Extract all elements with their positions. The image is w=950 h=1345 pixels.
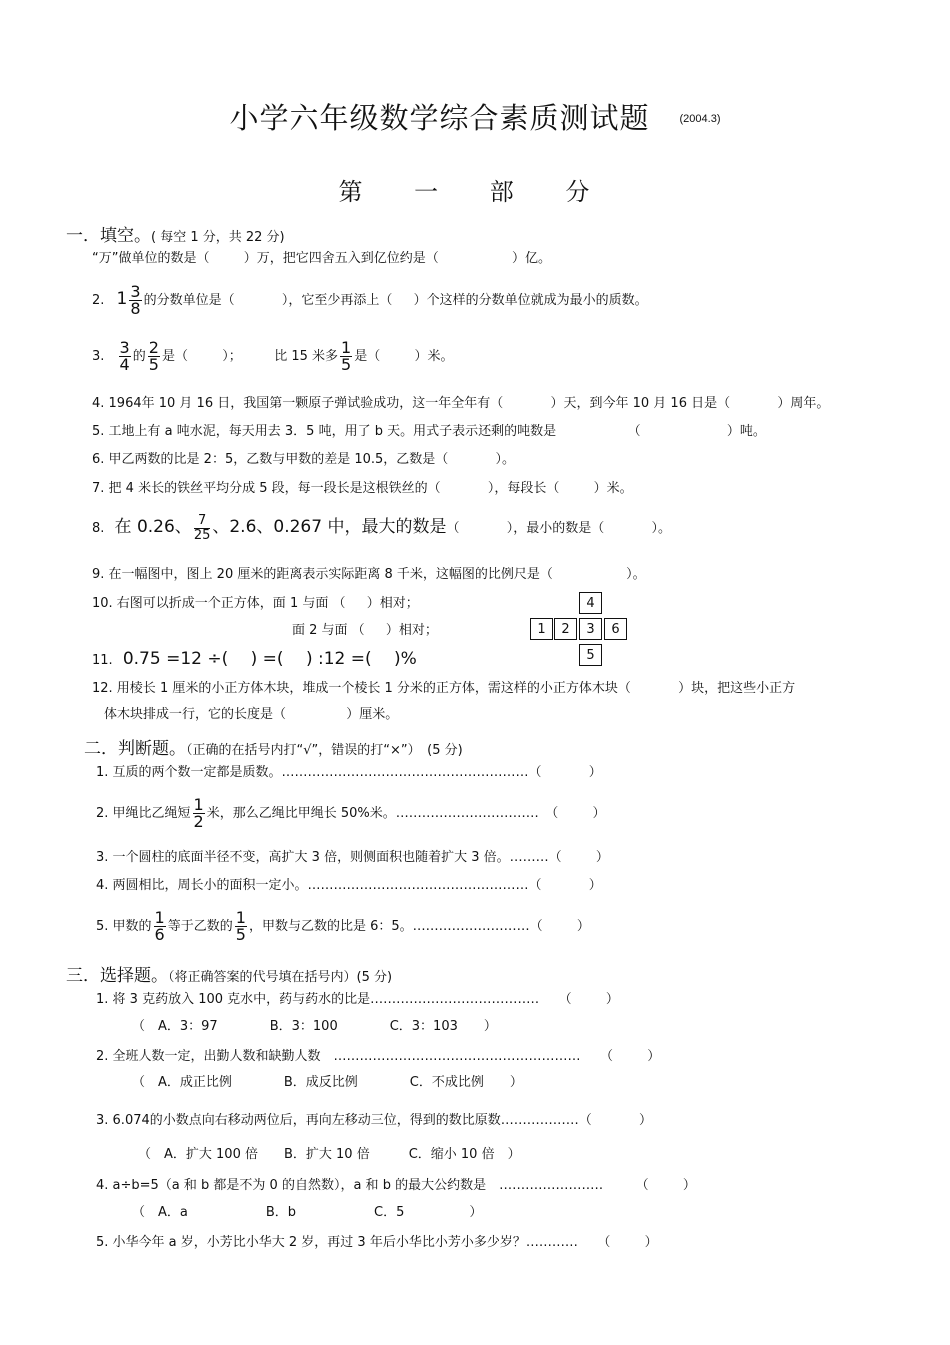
numerator: 3 xyxy=(130,282,141,301)
question-6: 6. 甲乙两数的比是 2：5，乙数与甲数的差是 10.5，乙数是（ ）。 xyxy=(92,452,516,467)
question-8 xyxy=(92,514,671,543)
q-expression: 0.75 =12 ÷( ) =( ) :12 =( )% xyxy=(122,649,417,669)
q-text: 米，那么乙绳比甲绳长 50%米。…………………………… （ ） xyxy=(206,806,606,821)
q-text: 5. 甲数的 xyxy=(96,919,152,934)
question-4: 4. 1964年 10 月 16 日，我国第一颗原子弹试验成功，这一年全年有（ ）天，到今年 10 月 16 日是（ ）周年。 xyxy=(92,396,830,411)
section-note: （将正确答案的代号填在括号内）(5 分) xyxy=(168,970,393,985)
fraction xyxy=(340,340,352,373)
denominator: 5 xyxy=(235,925,246,944)
net-face: 2 xyxy=(554,618,577,640)
q-text: 2. 甲绳比乙绳短 xyxy=(96,806,191,821)
choice-1-options: （ A．3：97 B．3：100 C．3：103 ） xyxy=(132,1019,497,1034)
numerator: 7 xyxy=(194,514,211,529)
q-text: 等于乙数的 xyxy=(167,919,233,934)
q-text: 的分数单位是（ ），它至少再添上（ ）个这样的分数单位就成为最小的质数。 xyxy=(143,293,648,308)
denominator: 4 xyxy=(119,355,130,374)
q-text: 是（ ）米。 xyxy=(354,349,454,364)
mixed-whole: 1 xyxy=(116,289,128,309)
denominator: 5 xyxy=(341,355,352,374)
section-choice-heading xyxy=(66,961,392,986)
net-face: 1 xyxy=(530,618,553,640)
q-text: 是（ ）； 比 15 米多 xyxy=(161,349,339,364)
fraction xyxy=(235,910,247,943)
q-number: 8. xyxy=(92,521,105,536)
numerator: 2 xyxy=(148,338,159,357)
question-2 xyxy=(92,284,648,317)
judge-4: 4. 两圆相比，周长小的面积一定小。……………………………………………（ ） xyxy=(96,878,602,893)
title-text: 小学六年级数学综合素质测试题 xyxy=(229,101,650,135)
net-face: 4 xyxy=(579,592,602,614)
section-title: 二．判断题。 xyxy=(84,739,186,759)
fraction xyxy=(193,797,205,830)
fraction xyxy=(129,284,141,317)
choice-2-options: （ A．成正比例 B．成反比例 C．不成比例 ） xyxy=(132,1075,523,1090)
choice-4-options: （ A．a B．b C．5 ） xyxy=(132,1205,483,1220)
judge-3: 3. 一个圆柱的底面半径不变，高扩大 3 倍，则侧面积也随着扩大 3 倍。………（ ） xyxy=(96,850,609,865)
cube-net-figure xyxy=(530,592,630,668)
denominator: 5 xyxy=(148,355,159,374)
question-11 xyxy=(92,650,417,670)
question-5: 5. 工地上有 a 吨水泥，每天用去 3．5 吨，用了 b 天。用式子表示还剩的吨数是 （ ）吨。 xyxy=(92,424,766,439)
q-number: 2. xyxy=(92,293,105,308)
choice-1: 1. 将 3 克药放入 100 克水中，药与药水的比是………………………………… （ ） xyxy=(96,992,619,1007)
section-note: （正确的在括号内打“√”，错误的打“×”） (5 分) xyxy=(186,743,463,758)
judge-2 xyxy=(96,797,606,830)
denominator: 2 xyxy=(193,812,204,831)
choice-3-options: （ A．扩大 100 倍 B．扩大 10 倍 C．缩小 10 倍 ） xyxy=(138,1147,521,1162)
exam-date: (2004.3) xyxy=(679,113,721,125)
question-10-b: 面 2 与面 （ ）相对； xyxy=(292,623,438,638)
question-1: “万”做单位的数是（ ）万，把它四舍五入到亿位约是（ ）亿。 xyxy=(92,251,551,266)
fraction xyxy=(148,340,160,373)
section-note: ( 每空 1 分，共 22 分) xyxy=(151,230,285,245)
denominator: 25 xyxy=(193,528,211,543)
denominator: 8 xyxy=(130,299,141,318)
q-text: 的 xyxy=(132,349,146,364)
choice-4: 4. a÷b=5（a 和 b 都是不为 0 的自然数），a 和 b 的最大公约数是 …………………… （ ） xyxy=(96,1178,696,1193)
section-fill-blank-heading xyxy=(66,221,285,246)
net-face: 5 xyxy=(579,644,602,666)
part-heading: 第 一 部 分 xyxy=(338,178,612,206)
numerator: 3 xyxy=(119,338,130,357)
section-judge-heading xyxy=(84,734,463,759)
question-7: 7. 把 4 米长的铁丝平均分成 5 段，每一段长是这根铁丝的（ ），每段长（ ）米。 xyxy=(92,481,633,496)
q-number: 11. xyxy=(92,653,113,668)
q-text: ，甲数与乙数的比是 6：5。………………………（ ） xyxy=(248,919,590,934)
net-face: 3 xyxy=(579,618,602,640)
numerator: 1 xyxy=(235,908,246,927)
judge-5 xyxy=(96,910,590,943)
question-9: 9. 在一幅图中，图上 20 厘米的距离表示实际距离 8 千米，这幅图的比例尺是（ ）。 xyxy=(92,567,646,582)
choice-3: 3. 6.074的小数点向右移动两位后，再向左移动三位，得到的数比原数………………（ ） xyxy=(96,1113,653,1128)
choice-5: 5. 小华今年 a 岁，小芳比小华大 2 岁，再过 3 年后小华比小芳小多少岁？………… （ ） xyxy=(96,1235,658,1250)
fraction xyxy=(154,910,166,943)
question-12-b: 体木块排成一行，它的长度是（ ）厘米。 xyxy=(104,707,399,722)
q-text: （ ），最小的数是（ ）。 xyxy=(446,521,671,536)
fraction xyxy=(119,340,131,373)
fraction xyxy=(194,514,211,543)
numerator: 1 xyxy=(193,795,204,814)
choice-2: 2. 全班人数一定，出勤人数和缺勤人数 ………………………………………………… （ ） xyxy=(96,1049,661,1064)
net-face: 6 xyxy=(604,618,627,640)
q-text: 、2.6、0.267 中，最大的数是 xyxy=(212,517,447,537)
q-number: 3. xyxy=(92,349,105,364)
question-10-a: 10. 右图可以折成一个正方体，面 1 与面 （ ）相对； xyxy=(92,596,419,611)
question-12-a: 12. 用棱长 1 厘米的小正方体木块，堆成一个棱长 1 分米的正方体，需这样的小正方体木块（ ）块，把这些小正方 xyxy=(92,681,796,696)
section-title: 三．选择题。 xyxy=(66,966,168,986)
section-title: 一．填空。 xyxy=(66,226,151,246)
denominator: 6 xyxy=(154,925,165,944)
numerator: 1 xyxy=(154,908,165,927)
judge-1: 1. 互质的两个数一定都是质数。…………………………………………………（ ） xyxy=(96,765,602,780)
exam-title xyxy=(0,96,950,137)
question-3 xyxy=(92,340,453,373)
numerator: 1 xyxy=(341,338,352,357)
q-text: 在 0.26、 xyxy=(114,517,192,537)
